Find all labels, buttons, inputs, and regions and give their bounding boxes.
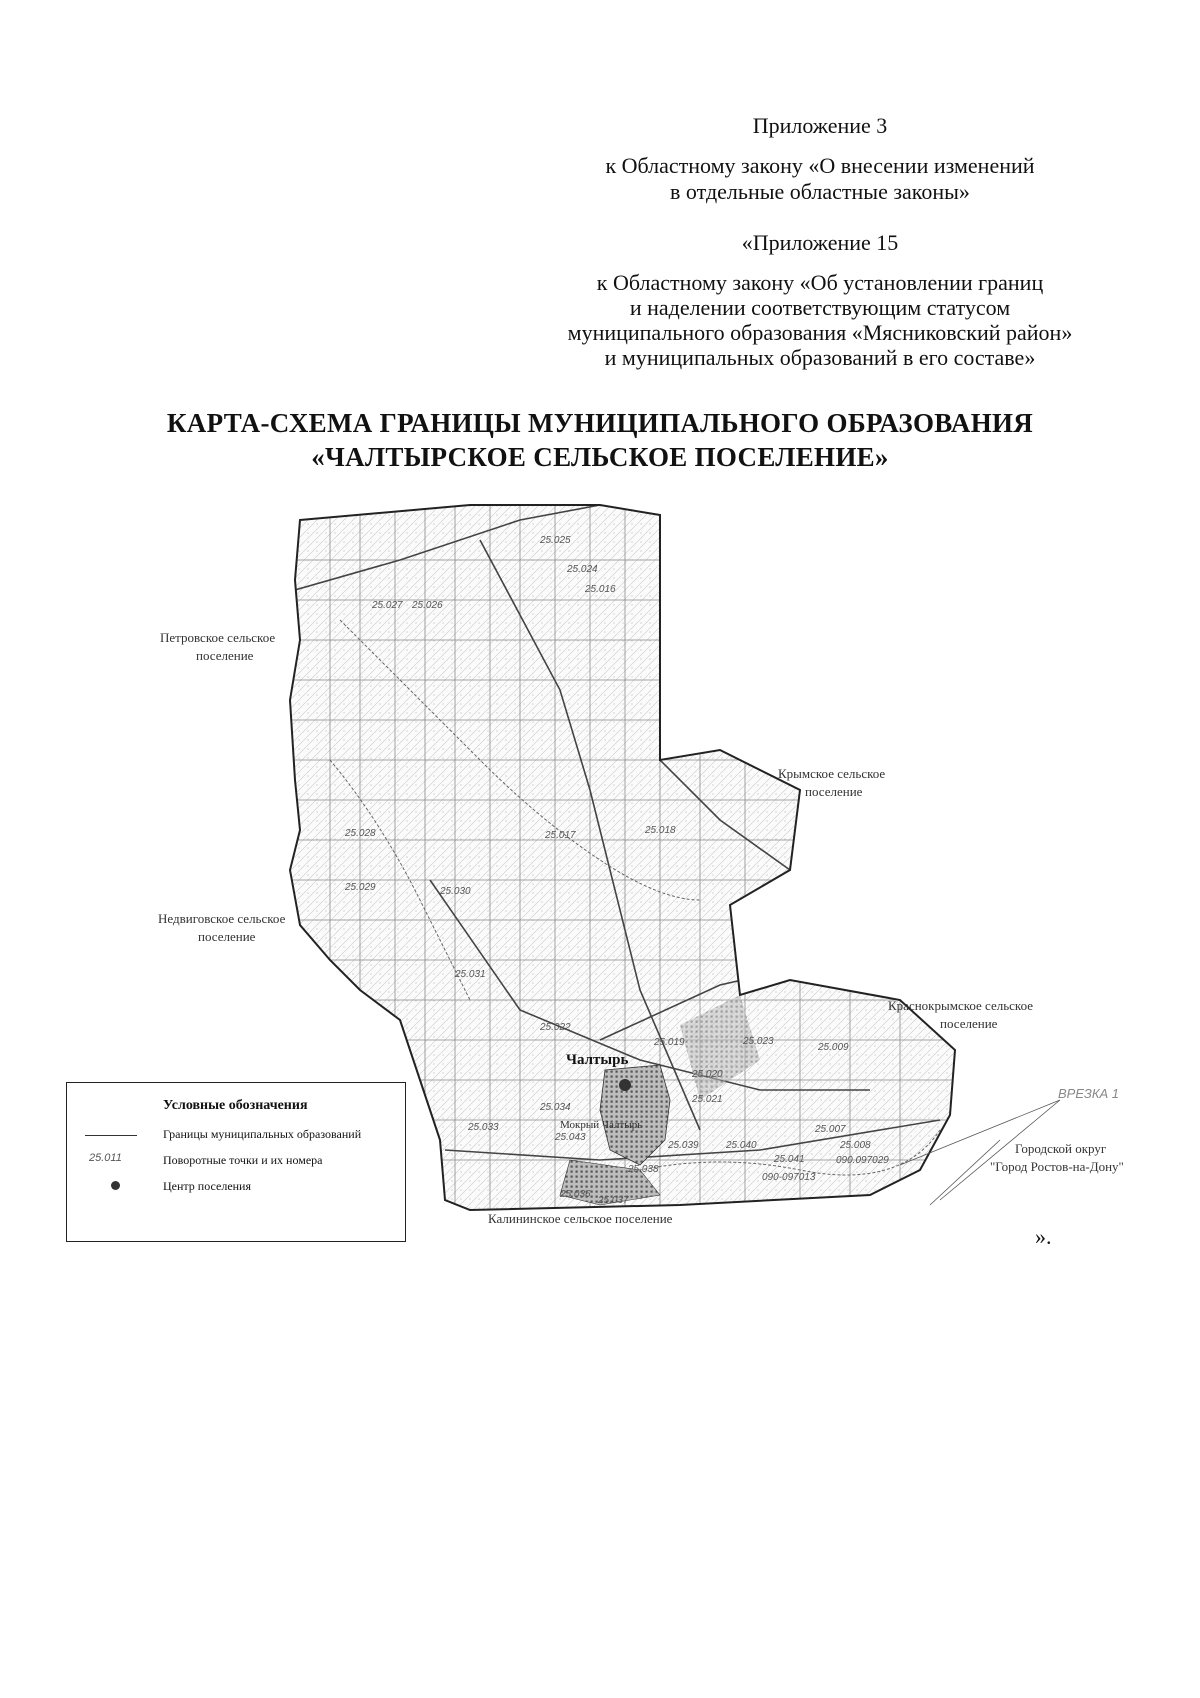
law-reference-1-line-1: к Областному закону «О внесении изменений: [605, 153, 1035, 178]
neighbor-label-krasnokrymskoe: Краснокрымское сельское: [888, 998, 1034, 1013]
law-reference-1-line-2: в отдельные областные законы»: [670, 179, 970, 204]
legend-center-label: Центр поселения: [163, 1179, 252, 1193]
appendix-15-heading: «Приложение 15: [741, 230, 899, 255]
closing-quote: ».: [1035, 1224, 1052, 1249]
turning-point-label: 25.007: [815, 1124, 846, 1135]
law-reference-2-line-3: муниципального образования «Мясниковский район»: [567, 320, 1073, 345]
law-reference-2-line-1: к Областному закону «Об установлении границ: [596, 270, 1044, 295]
turning-point-label: 25.024: [567, 564, 598, 575]
neighbor-label-nedvigovskoe: Недвиговское сельское: [158, 911, 286, 926]
turning-point-label: 25.038: [628, 1164, 659, 1175]
village-label: Мокрый Чалтырь: [560, 1119, 643, 1131]
turning-point-label: 25.019: [654, 1037, 685, 1048]
legend-point-label: Поворотные точки и их номера: [163, 1153, 323, 1167]
center-name-label: Чалтырь: [566, 1052, 629, 1068]
turning-point-label: 25.016: [585, 584, 616, 595]
map-title-line-1: КАРТА-СХЕМА ГРАНИЦЫ МУНИЦИПАЛЬНОГО ОБРАЗОВАНИЯ: [166, 408, 1034, 438]
turning-point-label: 25.043: [555, 1132, 586, 1143]
turning-point-label: 25.040: [726, 1140, 757, 1151]
turning-point-label: 25.022: [540, 1022, 571, 1033]
turning-point-label: 25.018: [645, 825, 676, 836]
turning-point-label: 25.030: [440, 886, 471, 897]
neighbor-label-krymskoe: Крымское сельское: [778, 766, 886, 781]
turning-point-label: 25.020: [692, 1069, 723, 1080]
map-legend: [66, 1082, 406, 1242]
turning-point-label: 25.041: [774, 1154, 805, 1165]
turning-point-label: 25.026: [412, 600, 443, 611]
turning-point-label: 25.034: [540, 1102, 571, 1113]
turning-point-label: 25.017: [545, 830, 576, 841]
neighbor-label-rostov: "Город Ростов-на-Дону": [990, 1159, 1124, 1174]
center-dot-symbol: [111, 1181, 120, 1190]
neighbor-label-krymskoe: поселение: [805, 784, 863, 799]
turning-point-label: 25.029: [345, 882, 376, 893]
turning-point-label: 25.025: [540, 535, 571, 546]
neighbor-label-petrovskoe: поселение: [196, 648, 254, 663]
neighbor-label-nedvigovskoe: поселение: [198, 929, 256, 944]
turning-point-label: 090.097029: [836, 1155, 889, 1166]
turning-point-label: 25.021: [692, 1094, 723, 1105]
boundary-line-symbol: [85, 1135, 137, 1136]
settlement-center-marker: [619, 1079, 631, 1091]
map-title-line-2: «ЧАЛТЫРСКОЕ СЕЛЬСКОЕ ПОСЕЛЕНИЕ»: [311, 442, 889, 472]
neighbor-label-kalininskoe: Калининское сельское поселение: [488, 1211, 673, 1226]
turning-point-label: 25.009: [818, 1042, 849, 1053]
legend-boundary-label: Границы муниципальных образований: [163, 1127, 362, 1141]
turning-point-label: 25.027: [372, 600, 403, 611]
neighbor-label-rostov: Городской округ: [1015, 1141, 1107, 1156]
turning-point-label: 25.023: [743, 1036, 774, 1047]
appendix-3-heading: Приложение 3: [752, 113, 888, 138]
inset-label: ВРЕЗКА 1: [1058, 1086, 1120, 1101]
turning-point-label: 25.033: [468, 1122, 499, 1133]
turning-point-label: 25.028: [345, 828, 376, 839]
turning-point-label: 25.039: [668, 1140, 699, 1151]
turning-point-label: 25.036: [560, 1189, 591, 1200]
turning-point-label: 25.031: [455, 969, 486, 980]
law-reference-2-line-4: и муниципальных образований в его составе»: [604, 345, 1036, 370]
turning-point-label: 25.008: [840, 1140, 871, 1151]
legend-title: Условные обозначения: [163, 1098, 308, 1113]
neighbor-label-petrovskoe: Петровское сельское: [160, 630, 276, 645]
turning-point-label: 25.037: [598, 1195, 629, 1206]
turning-point-label: 090-097013: [762, 1172, 816, 1183]
legend-point-sample: 25.011: [89, 1152, 122, 1164]
neighbor-label-krasnokrymskoe: поселение: [940, 1016, 998, 1031]
law-reference-2-line-2: и наделении соответствующим статусом: [629, 295, 1011, 320]
